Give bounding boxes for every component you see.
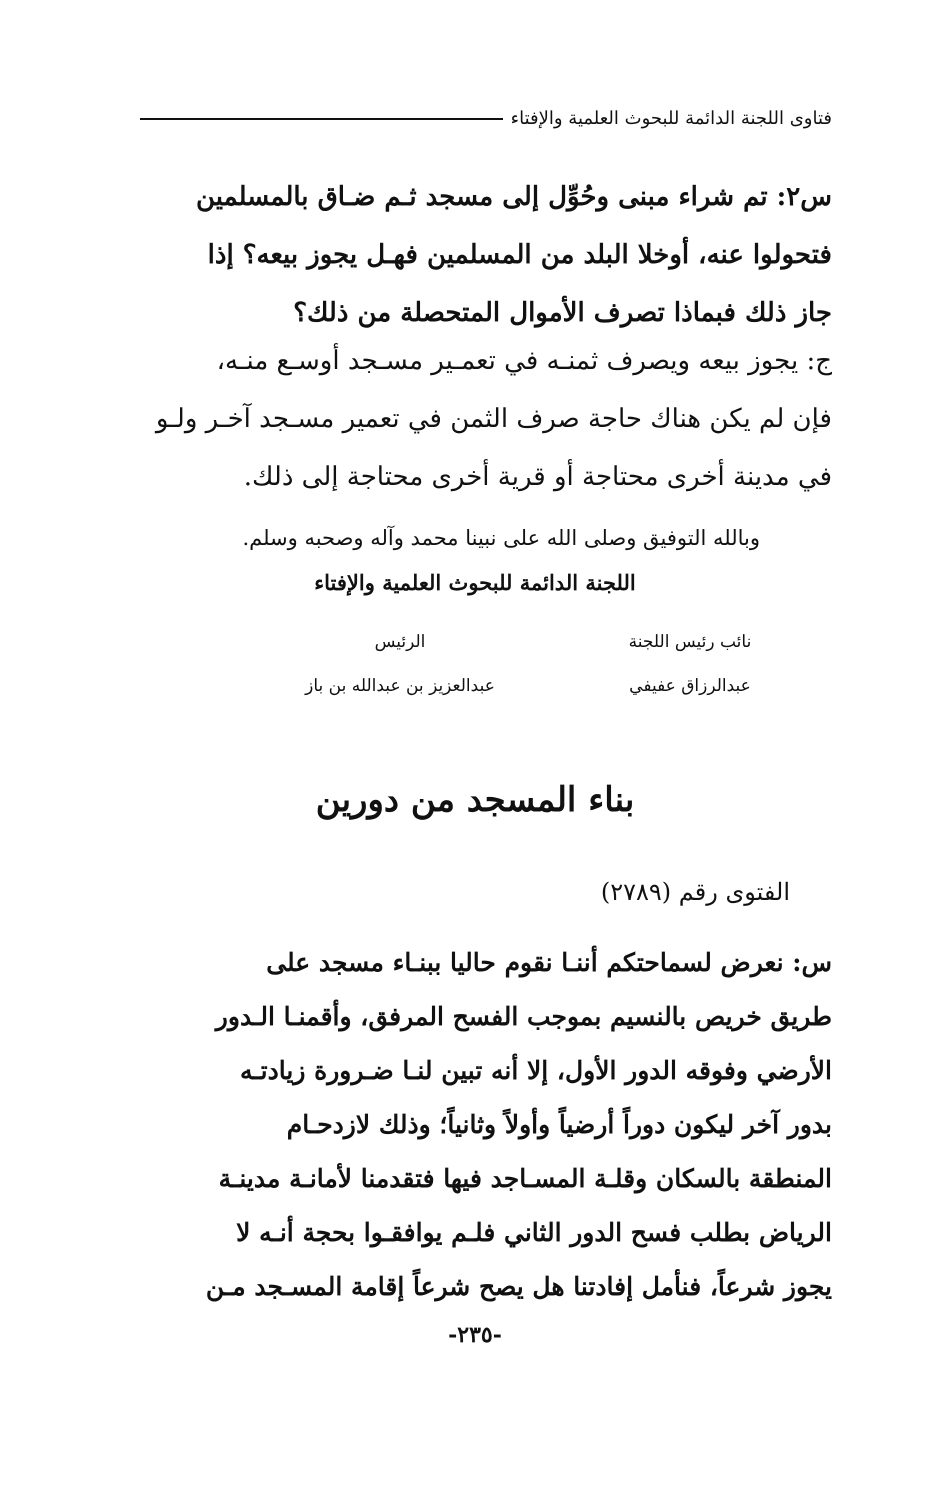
- signature-name: عبدالرزاق عفيفي: [629, 676, 751, 696]
- page-number: -٢٣٥-: [448, 1322, 502, 1348]
- answer-1-line: فإن لم يكن هناك حاجة صرف الثمن في تعمير مسـجد آخـر ولـو: [155, 404, 832, 434]
- question-2-line: الأرضي وفوقه الدور الأول، إلا أنه تبين لنـا ضـرورة زيادتـه: [239, 1056, 832, 1085]
- question-2: [132, 936, 832, 1314]
- question-1: [132, 168, 832, 342]
- answer-1: [132, 332, 832, 506]
- question-2-line: الرياض بطلب فسح الدور الثاني فلـم يوافقـوا بحجة أنـه لا: [236, 1218, 832, 1247]
- answer-1-line: ج: يجوز بيعه ويصرف ثمنـه في تعمـير مسـجد أوسـع منـه،: [216, 346, 832, 376]
- question-2-line: المنطقة بالسكان وقلـة المسـاجد فيها فتقدمنا لأمانـة مدينـة: [218, 1164, 832, 1193]
- question-1-line: جاز ذلك فبماذا تصرف الأموال المتحصلة من ذلك؟: [293, 298, 832, 328]
- section-title: بناء المسجد من دورين: [315, 780, 635, 820]
- header-rule: [140, 118, 503, 120]
- question-2-line: س: نعرض لسماحتكم أننـا نقوم حاليا ببنـاء مسجد على: [266, 948, 832, 977]
- question-2-line: بدور آخر ليكون دوراً أرضياً وأولاً وثانياً؛ وذلك لازدحـام: [286, 1110, 832, 1139]
- closing-formula: وبالله التوفيق وصلى الله على نبينا محمد وآله وصحبه وسلم.: [242, 526, 760, 550]
- question-2-line: يجوز شرعاً، فنأمل إفادتنا هل يصح شرعاً إقامة المسـجد مـن: [205, 1272, 832, 1301]
- committee-name: اللجنة الدائمة للبحوث العلمية والإفتاء: [314, 570, 636, 595]
- signature-chair: [270, 632, 530, 696]
- signature-role: نائب رئيس اللجنة: [628, 632, 752, 652]
- running-title: فتاوى اللجنة الدائمة للبحوث العلمية والإفتاء: [510, 108, 832, 129]
- answer-1-line: في مدينة أخرى محتاجة أو قرية أخرى محتاجة إلى ذلك.: [243, 462, 832, 492]
- question-1-line: س٢: تم شراء مبنى وحُوِّل إلى مسجد ثـم ضـاق بالمسلمين: [195, 182, 832, 212]
- question-2-line: طريق خريص بالنسيم بموجب الفسح المرفق، وأقمنـا الـدور: [215, 1002, 832, 1031]
- question-1-line: فتحولوا عنه، أوخلا البلد من المسلمين فهـل يجوز بيعه؟ إذا: [207, 240, 832, 270]
- signature-deputy: [560, 632, 820, 696]
- running-header: [140, 108, 832, 129]
- signature-role: الرئيس: [374, 632, 426, 652]
- signature-name: عبدالعزيز بن عبدالله بن باز: [305, 676, 495, 696]
- fatwa-number: الفتوى رقم (٢٧٨٩): [600, 878, 790, 906]
